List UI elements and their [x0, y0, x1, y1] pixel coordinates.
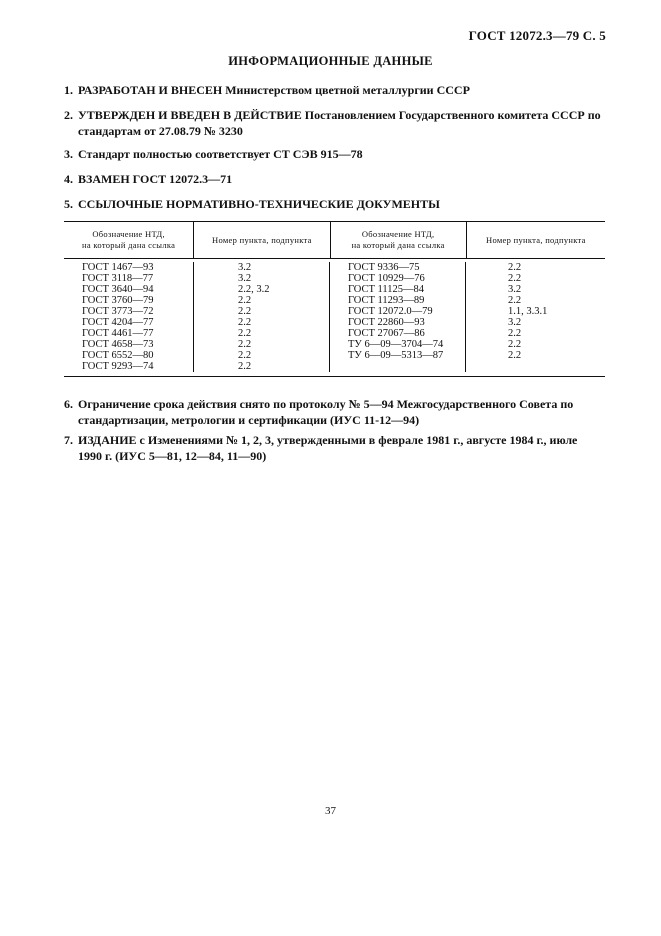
table-cell-point: 3.2 — [238, 273, 252, 284]
table-cell-point: 2.2 — [238, 306, 252, 317]
item-2-lead: УТВЕРЖДЕН И ВВЕДЕН В ДЕЙСТВИЕ — [78, 108, 302, 122]
table-cell-doc: ГОСТ 3640—94 — [82, 284, 154, 295]
table-cell-point: 2.2 — [238, 295, 252, 306]
column-right-points — [466, 262, 605, 372]
table-cell-point: 2.2 — [238, 361, 252, 372]
item-6-line2: стандартизации, метрологии и сертификации (ИУС 11-12—94) — [78, 413, 420, 427]
page-number: 37 — [325, 805, 336, 817]
item-1-lead: РАЗРАБОТАН И ВНЕСЕН — [78, 83, 223, 97]
table-cell-doc: ГОСТ 4461—77 — [82, 328, 154, 339]
header-doc-left-line2: на который дана ссылка — [82, 240, 176, 250]
item-4 — [64, 171, 604, 187]
table-cell-point: 3.2 — [508, 317, 522, 328]
item-4-number: 4. — [64, 172, 73, 186]
header-doc-left-line1: Обозначение НТД, — [92, 229, 165, 239]
item-6 — [64, 396, 604, 428]
column-right-docs — [330, 262, 466, 372]
table-cell-doc: ГОСТ 27067—86 — [348, 328, 425, 339]
table-body — [64, 259, 605, 376]
item-2-line2: стандартам от 27.08.79 № 3230 — [78, 124, 243, 138]
item-1-text: Министерством цветной металлургии СССР — [222, 83, 470, 97]
table-cell-doc: ГОСТ 4658—73 — [82, 339, 154, 350]
item-5-text: ССЫЛОЧНЫЕ НОРМАТИВНО-ТЕХНИЧЕСКИЕ ДОКУМЕНТЫ — [78, 197, 440, 211]
item-6-line1: Ограничение срока действия снято по протоколу № 5—94 Межгосударственного Совета по — [78, 397, 574, 411]
header-doc-left — [64, 222, 194, 258]
item-3-text: Стандарт полностью соответствует СТ СЭВ 915—78 — [78, 147, 363, 161]
header-doc-right — [331, 222, 467, 258]
table-cell-point: 2.2 — [508, 350, 522, 361]
table-cell-point: 1.1, 3.3.1 — [508, 306, 548, 317]
standard-header: ГОСТ 12072.3—79 С. 5 — [468, 28, 606, 43]
table-cell-doc: ГОСТ 3773—72 — [82, 306, 154, 317]
table-cell-point: 2.2 — [238, 328, 252, 339]
table-cell-doc: ГОСТ 3118—77 — [82, 273, 154, 284]
section-title: ИНФОРМАЦИОННЫЕ ДАННЫЕ — [228, 54, 433, 68]
table-cell-point: 3.2 — [508, 284, 522, 295]
table-cell-point: 3.2 — [238, 262, 252, 273]
table-cell-doc: ГОСТ 9293—74 — [82, 361, 154, 372]
table-cell-point: 2.2 — [508, 273, 522, 284]
table-cell-doc: ГОСТ 22860—93 — [348, 317, 425, 328]
item-2-line1: Постановлением Государственного комитета СССР по — [301, 108, 601, 122]
item-2 — [64, 107, 604, 139]
table-cell-point: 2.2, 3.2 — [238, 284, 270, 295]
column-left-points — [194, 262, 330, 372]
table-cell-doc: ГОСТ 11125—84 — [348, 284, 425, 295]
table-cell-doc: ГОСТ 6552—80 — [82, 350, 154, 361]
item-3-number: 3. — [64, 147, 73, 161]
table-cell-doc: ГОСТ 3760—79 — [82, 295, 154, 306]
table-cell-point: 2.2 — [508, 328, 522, 339]
references-table — [64, 221, 605, 377]
item-5 — [64, 196, 604, 212]
table-cell-doc: ГОСТ 10929—76 — [348, 273, 425, 284]
table-cell-point: 2.2 — [238, 339, 252, 350]
item-2-number: 2. — [64, 108, 73, 122]
item-7 — [64, 432, 604, 464]
header-doc-right-line2: на который дана ссылка — [351, 240, 445, 250]
column-left-docs — [64, 262, 194, 372]
item-7-line2: 1990 г. (ИУС 5—81, 12—84, 11—90) — [78, 449, 267, 463]
table-header — [64, 222, 605, 259]
table-cell-point: 2.2 — [508, 295, 522, 306]
item-7-number: 7. — [64, 433, 73, 447]
item-3 — [64, 146, 604, 162]
item-6-number: 6. — [64, 397, 73, 411]
table-cell-doc: ГОСТ 4204—77 — [82, 317, 154, 328]
item-1 — [64, 82, 604, 98]
table-cell-point: 2.2 — [508, 339, 522, 350]
table-cell-doc: ГОСТ 1467—93 — [82, 262, 154, 273]
table-cell-doc: ГОСТ 12072.0—79 — [348, 306, 433, 317]
table-cell-doc: ГОСТ 11293—89 — [348, 295, 425, 306]
item-1-number: 1. — [64, 83, 73, 97]
table-cell-doc: ТУ 6—09—3704—74 — [348, 339, 444, 350]
table-cell-point: 2.2 — [238, 350, 252, 361]
table-cell-point: 2.2 — [508, 262, 522, 273]
item-7-line1: ИЗДАНИЕ с Изменениями № 1, 2, 3, утвержденными в феврале 1981 г., августе 1984 г., июле — [78, 433, 578, 447]
table-cell-doc: ГОСТ 9336—75 — [348, 262, 420, 273]
header-point-left: Номер пункта, подпункта — [194, 222, 330, 258]
item-4-text: ВЗАМЕН ГОСТ 12072.3—71 — [78, 172, 233, 186]
table-cell-point: 2.2 — [238, 317, 252, 328]
header-point-right: Номер пункта, подпункта — [486, 234, 586, 245]
item-5-number: 5. — [64, 197, 73, 211]
table-cell-doc: ТУ 6—09—5313—87 — [348, 350, 444, 361]
header-doc-right-line1: Обозначение НТД, — [361, 229, 435, 239]
